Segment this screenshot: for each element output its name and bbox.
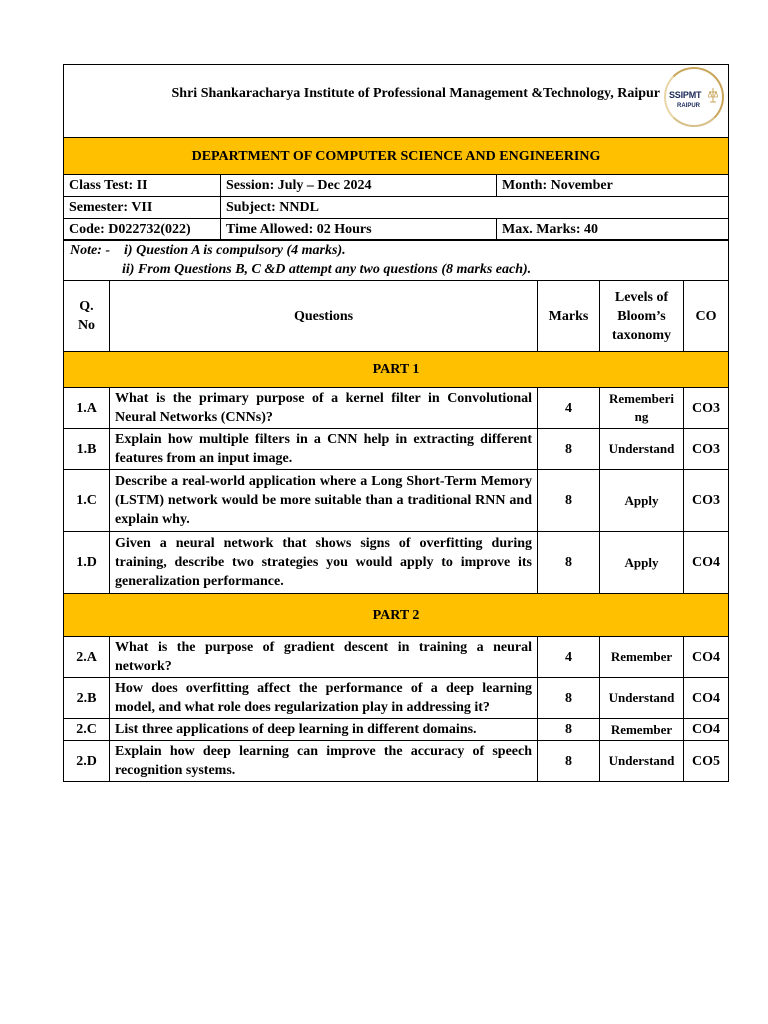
bloom-level: Understand	[600, 741, 684, 782]
question-marks: 8	[538, 532, 600, 594]
course-outcome: CO3	[684, 388, 729, 429]
time-allowed: Time Allowed: 02 Hours	[221, 218, 497, 240]
question-number: 1.D	[64, 532, 110, 594]
part-2-title: PART 2	[64, 594, 729, 637]
column-headers	[64, 281, 729, 352]
question-marks: 8	[538, 719, 600, 741]
col-co: CO	[684, 281, 729, 352]
course-outcome: CO4	[684, 532, 729, 594]
questions-table	[63, 239, 729, 782]
note-line-1: i) Question A is compulsory (4 marks).	[124, 243, 346, 258]
bloom-level: Remember	[600, 719, 684, 741]
institute-header	[64, 65, 729, 138]
question-number: 2.C	[64, 719, 110, 741]
course-outcome: CO3	[684, 429, 729, 470]
semester: Semester: VII	[64, 196, 221, 218]
institute-name: Shri Shankaracharya Institute of Professional Management &Technology, Raipur	[171, 86, 660, 101]
course-outcome: CO5	[684, 741, 729, 782]
question-number: 2.B	[64, 678, 110, 719]
session: Session: July – Dec 2024	[221, 174, 497, 196]
course-outcome: CO4	[684, 637, 729, 678]
question-number: 1.B	[64, 429, 110, 470]
bloom-level: Apply	[600, 470, 684, 532]
part-1-title: PART 1	[64, 352, 729, 388]
max-marks: Max. Marks: 40	[497, 218, 729, 240]
question-marks: 4	[538, 637, 600, 678]
col-questions: Questions	[110, 281, 538, 352]
question-marks: 8	[538, 429, 600, 470]
logo-subtext: RAIPUR	[677, 103, 701, 109]
class-test: Class Test: II	[64, 174, 221, 196]
subject-code: Code: D022732(022)	[64, 218, 221, 240]
question-text: Explain how deep learning can improve the accuracy of speech recognition systems.	[110, 741, 538, 782]
question-number: 1.C	[64, 470, 110, 532]
scales-icon	[708, 87, 718, 103]
table-row	[64, 470, 729, 532]
department-title: DEPARTMENT OF COMPUTER SCIENCE AND ENGINEERING	[64, 138, 729, 175]
table-row	[64, 388, 729, 429]
question-number: 2.D	[64, 741, 110, 782]
question-number: 1.A	[64, 388, 110, 429]
bloom-level: Understand	[600, 678, 684, 719]
table-row	[64, 429, 729, 470]
month: Month: November	[497, 174, 729, 196]
bloom-level: Rememberi ng	[600, 388, 684, 429]
header-table	[63, 64, 729, 175]
subject: Subject: NNDL	[221, 196, 729, 218]
question-marks: 8	[538, 470, 600, 532]
question-text: List three applications of deep learning in different domains.	[110, 719, 538, 741]
course-outcome: CO4	[684, 678, 729, 719]
question-text: What is the primary purpose of a kernel filter in Convolutional Neural Networks (CNNs)?	[110, 388, 538, 429]
table-row	[64, 741, 729, 782]
question-marks: 8	[538, 741, 600, 782]
col-marks: Marks	[538, 281, 600, 352]
note	[64, 240, 729, 281]
logo-text: SSIPMT	[669, 90, 702, 100]
question-marks: 8	[538, 678, 600, 719]
course-outcome: CO4	[684, 719, 729, 741]
note-label: Note: -	[70, 243, 111, 258]
question-text: How does overfitting affect the performance of a deep learning model, and what role does regularization play in addressing it?	[110, 678, 538, 719]
institute-logo	[664, 67, 724, 127]
question-marks: 4	[538, 388, 600, 429]
question-text: Explain how multiple filters in a CNN help in extracting different features from an input image.	[110, 429, 538, 470]
question-paper	[63, 64, 729, 782]
col-qno: Q. No	[64, 281, 110, 352]
table-row	[64, 532, 729, 594]
question-text: Given a neural network that shows signs of overfitting during training, describe two strategies you would apply to improve its generalization performance.	[110, 532, 538, 594]
bloom-level: Understand	[600, 429, 684, 470]
note-line-2: ii) From Questions B, C &D attempt any two questions (8 marks each).	[122, 262, 532, 277]
course-outcome: CO3	[684, 470, 729, 532]
bloom-level: Remember	[600, 637, 684, 678]
table-row	[64, 719, 729, 741]
table-row	[64, 637, 729, 678]
col-levels: Levels of Bloom’s taxonomy	[600, 281, 684, 352]
question-text: What is the purpose of gradient descent in training a neural network?	[110, 637, 538, 678]
question-text: Describe a real-world application where a Long Short-Term Memory (LSTM) network would be more suitable than a traditional RNN and explain why.	[110, 470, 538, 532]
bloom-level: Apply	[600, 532, 684, 594]
question-number: 2.A	[64, 637, 110, 678]
table-row	[64, 678, 729, 719]
exam-info-table	[63, 174, 729, 241]
